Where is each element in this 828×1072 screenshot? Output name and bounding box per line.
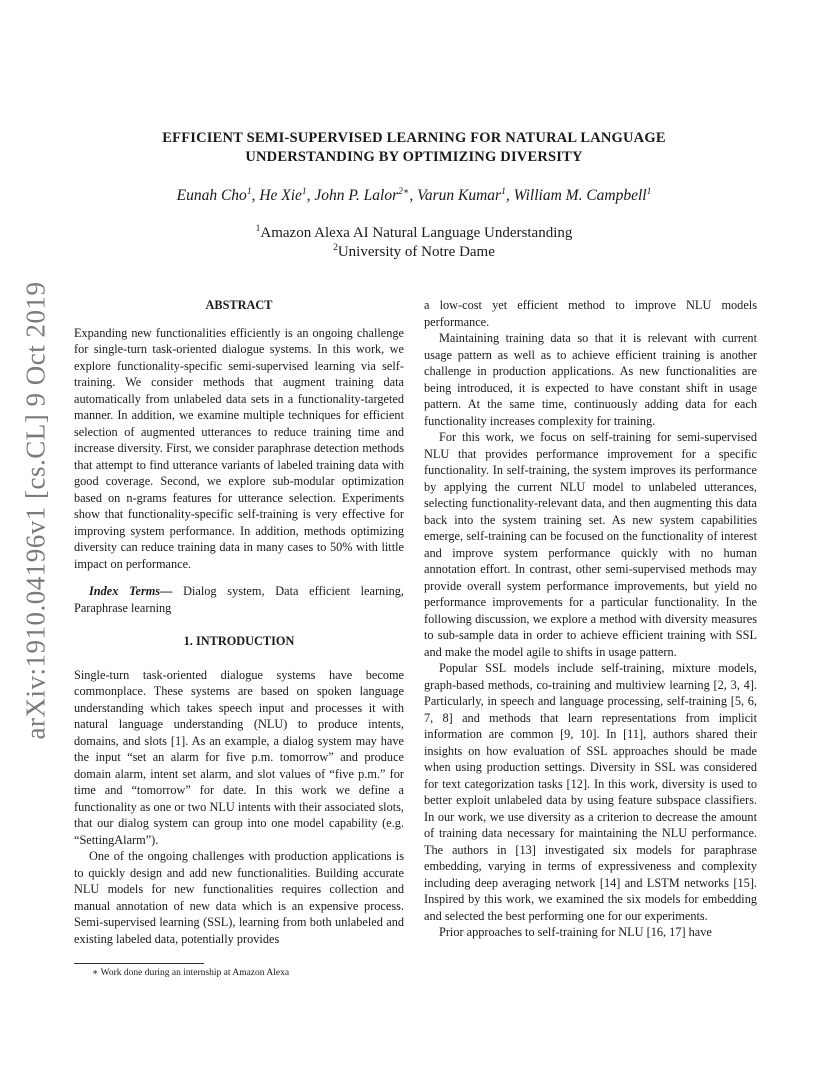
introduction-heading: 1. INTRODUCTION (183, 634, 295, 648)
author-separator: , (409, 187, 418, 204)
affiliation-mark: 1 (255, 224, 261, 234)
title-line-2: UNDERSTANDING BY OPTIMIZING DIVERSITY (245, 149, 583, 165)
affiliation (60, 244, 768, 261)
author-mark: 1 (246, 186, 252, 197)
right-column (424, 297, 757, 941)
index-terms-label: Index Terms— (89, 584, 173, 598)
author-separator: , (306, 187, 315, 204)
body-paragraph: For this work, we focus on self-training for semi-supervised NLU that provides performance improvement for a specific functionality. In self-training, the system improves its performance by applying the current NLU model to unlabeled utterances, selecting functionality-relevant data, and then augmenting this data back into the system training set. As new system capabilities emerge, self-training can be focused on the functionality of interest and improve system performance quickly with no human annotation effort. In contrast, other semi-supervised methods may provide overall system performance improvements, but yield no performance improvements for a particular functionality. In the following discussion, we explore a method with diversity measures to sub-sample data in order to achieve efficient training with SSL and make the model agile to shifts in usage pattern. (424, 430, 757, 659)
affiliation-mark: 2 (333, 243, 338, 253)
arxiv-identifier-text: arXiv:1910.04196v1 [cs.CL] 9 Oct 2019 (20, 281, 51, 739)
left-column (74, 297, 404, 947)
author-separator: , (251, 187, 260, 204)
body-paragraph: a low-cost yet efficient method to improve NLU models performance. (424, 298, 757, 329)
body-paragraph: Popular SSL models include self-training, mixture models, graph-based methods, co-training and multiview learning [2, 3, 4]. Particularly, in speech and language processing, self-training [5, 6, 7, 8] and methods that learn representations from implicit information are common [9, 10]. In [11], authors shared their insights on how evaluation of SSL approaches should be made when using production settings. Diversity in SSL was considered for text categorization tasks [12]. In this work, diversity is used to better exploit unlabeled data by using feature subspace classifiers. In our work, we use diversity as a criterion to decrease the amount of training data necessary for maintaining the NLU performance. The authors in [13] investigated six models for paraphrase embedding, varying in terms of expressiveness and complexity including deep averaging network [14] and LSTM networks [15]. Inspired by this work, we examined the six models for embedding and selected the best performing one for our experiments. (424, 661, 757, 923)
introduction-paragraph: One of the ongoing challenges with production applications is to quickly design and add new functionalities. Building accurate NLU models for new functionalities requires collection and manual annotation of new data which is an expensive process. Semi-supervised learning (SSL), learning from both unlabeled and existing labeled data, potentially provides (74, 849, 404, 946)
author: Varun Kumar (417, 187, 502, 204)
title-line-1: EFFICIENT SEMI-SUPERVISED LEARNING FOR NATURAL LANGUAGE (162, 130, 666, 146)
abstract-text: Expanding new functionalities efficiently is an ongoing challenge for single-turn task-oriented dialogue systems. In this work, we explore functionality-specific semi-supervised learning via self-training. We consider methods that augment training data automatically from unlabeled data sets in a functionality-targeted manner. In addition, we examine multiple techniques for efficient selection of augmented utterances to reduce training time and increase diversity. First, we consider paraphrase detection methods that attempt to find utterance variants of labeled training data with good coverage. Second, we explore sub-modular optimization based on n-grams features for utterance selection. Experiments show that functionality-specific self-training is very effective for improving system performance. In addition, methods optimizing diversity can reduce training data in many cases to 50% with little impact on performance. (74, 325, 404, 571)
author-separator: , (505, 187, 514, 204)
index-terms (74, 583, 404, 616)
author: Eunah Cho (176, 187, 247, 204)
introduction-paragraph: Single-turn task-oriented dialogue systems have become commonplace. These systems are based on spoken language understanding which takes speech input and processes it with natural language understanding (NLU) to produce intents, domains, and slots [1]. As an example, a dialog system may have the input “set an alarm for five p.m. tomorrow” and produce domain alarm, intent set alarm, and slot values of “five p.m.” for time and “tomorrow” for date. In this work we define a functionality as one or two NLU intents with their associated slots, that our dialog system can group into one model capability (e.g. “SettingAlarm”). (74, 667, 404, 847)
author: John P. Lalor (314, 187, 399, 204)
author-mark: 1 (301, 186, 307, 197)
affiliation-text: University of Notre Dame (337, 244, 495, 260)
index-terms-text: Dialog system, Data efficient learning, Paraphrase learning (74, 584, 404, 615)
abstract-heading: ABSTRACT (205, 298, 273, 312)
affiliation-text: Amazon Alexa AI Natural Language Understanding (260, 225, 573, 241)
arxiv-identifier (6, 281, 66, 739)
footnote: ∗ Work done during an internship at Amazon Alexa (92, 968, 290, 978)
author: He Xie (259, 187, 302, 204)
affiliation (60, 225, 768, 242)
author-list (60, 187, 768, 205)
author-mark: 2∗ (398, 186, 410, 197)
body-paragraph: Maintaining training data so that it is relevant with current usage pattern as well as to achieve efficient training is another challenge in production applications. As new functionalities are being introduced, it is expected to have constant shift in usage pattern. At the same time, continuously adding data for each functionality increases complexity for training. (424, 331, 757, 428)
author-mark: 1 (501, 186, 506, 197)
paper-title (90, 129, 738, 167)
footnote-divider (74, 963, 204, 964)
author-mark: 1 (646, 186, 652, 197)
author: William M. Campbell (513, 187, 647, 204)
body-paragraph: Prior approaches to self-training for NLU [16, 17] have (439, 925, 712, 939)
